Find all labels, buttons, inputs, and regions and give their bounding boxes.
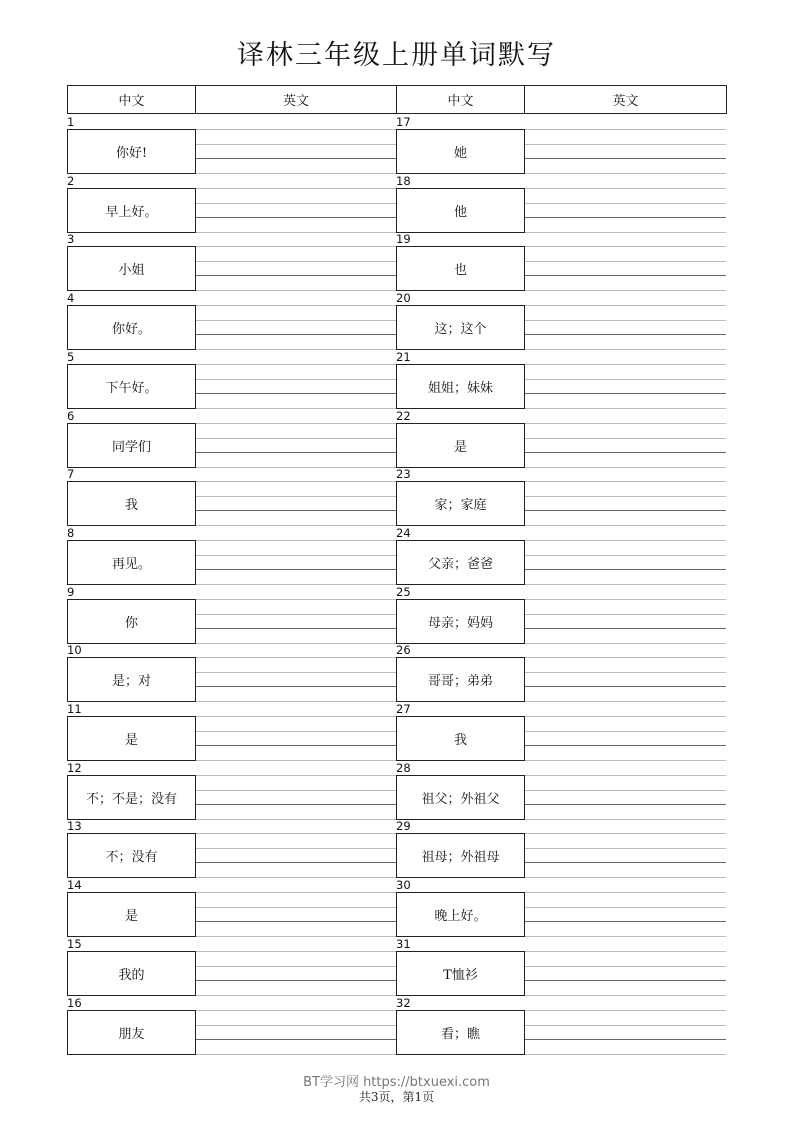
word-entry bbox=[67, 643, 396, 701]
chinese-word-box: 我的 bbox=[67, 951, 196, 996]
english-writing-lines[interactable] bbox=[525, 833, 726, 878]
word-entry bbox=[396, 174, 726, 232]
chinese-word-box: 哥哥；弟弟 bbox=[396, 657, 525, 702]
writing-line bbox=[196, 686, 396, 687]
header-english-left: 英文 bbox=[282, 94, 309, 109]
header-chinese-left: 中文 bbox=[68, 86, 196, 113]
english-writing-lines[interactable] bbox=[525, 599, 726, 644]
writing-line bbox=[196, 1025, 396, 1026]
entry-number: 7 bbox=[67, 467, 75, 482]
writing-line bbox=[525, 892, 726, 893]
chinese-word-box: 早上好。 bbox=[67, 188, 196, 233]
chinese-word-box: 我 bbox=[396, 716, 525, 761]
writing-line bbox=[525, 790, 726, 791]
footer-site: BT学习网 https://btxuexi.com bbox=[303, 1075, 490, 1090]
word-entry bbox=[396, 291, 726, 349]
word-entry bbox=[396, 819, 726, 877]
writing-line bbox=[525, 672, 726, 673]
writing-line bbox=[525, 966, 726, 967]
writing-line bbox=[525, 907, 726, 908]
english-writing-lines[interactable] bbox=[196, 775, 396, 820]
english-writing-lines[interactable] bbox=[196, 423, 396, 468]
chinese-word-box: 不；没有 bbox=[67, 833, 196, 878]
entry-number: 2 bbox=[67, 173, 75, 188]
word-entry bbox=[67, 996, 396, 1054]
writing-line bbox=[525, 599, 726, 600]
word-entry bbox=[396, 996, 726, 1054]
page-title: 译林三年级上册单词默写 bbox=[237, 40, 556, 71]
chinese-word-box: 祖父；外祖父 bbox=[396, 775, 525, 820]
entry-number: 32 bbox=[396, 995, 411, 1010]
writing-line bbox=[196, 804, 396, 805]
english-writing-lines[interactable] bbox=[525, 1010, 726, 1055]
chinese-word-box: 他 bbox=[396, 188, 525, 233]
writing-line bbox=[525, 320, 726, 321]
english-writing-lines[interactable] bbox=[196, 481, 396, 526]
writing-line bbox=[525, 1010, 726, 1011]
entry-number: 22 bbox=[396, 408, 411, 423]
word-entry bbox=[396, 467, 726, 525]
entry-number: 9 bbox=[67, 584, 75, 599]
chinese-word-box: 是 bbox=[396, 423, 525, 468]
word-entry bbox=[396, 526, 726, 584]
writing-line bbox=[196, 775, 396, 776]
chinese-word-box: 家；家庭 bbox=[396, 481, 525, 526]
entry-number: 24 bbox=[396, 525, 411, 540]
chinese-word-box: 你 bbox=[67, 599, 196, 644]
writing-line bbox=[196, 628, 396, 629]
english-writing-lines[interactable] bbox=[196, 892, 396, 937]
writing-line bbox=[525, 144, 726, 145]
header-left bbox=[67, 85, 397, 114]
writing-line bbox=[525, 393, 726, 394]
english-writing-lines[interactable] bbox=[525, 423, 726, 468]
entry-number: 23 bbox=[396, 467, 411, 482]
writing-line bbox=[525, 540, 726, 541]
english-writing-lines[interactable] bbox=[525, 188, 726, 233]
chinese-word-box: T恤衫 bbox=[396, 951, 525, 996]
word-entry bbox=[67, 409, 396, 467]
word-entry bbox=[67, 467, 396, 525]
writing-line bbox=[525, 158, 726, 159]
writing-line bbox=[525, 614, 726, 615]
chinese-word-box: 不；不是；没有 bbox=[67, 775, 196, 820]
english-writing-lines[interactable] bbox=[525, 775, 726, 820]
writing-line bbox=[525, 745, 726, 746]
entry-number: 25 bbox=[396, 584, 411, 599]
english-writing-lines[interactable] bbox=[525, 716, 726, 761]
word-entry bbox=[396, 409, 726, 467]
writing-line bbox=[525, 452, 726, 453]
writing-line bbox=[196, 438, 396, 439]
writing-line bbox=[525, 921, 726, 922]
chinese-word-box: 也 bbox=[396, 246, 525, 291]
writing-line bbox=[196, 481, 396, 482]
writing-line bbox=[196, 790, 396, 791]
writing-line bbox=[525, 731, 726, 732]
english-writing-lines[interactable] bbox=[525, 951, 726, 996]
word-entry bbox=[396, 350, 726, 408]
writing-line bbox=[196, 129, 396, 130]
chinese-word-box: 是 bbox=[67, 892, 196, 937]
entry-number: 8 bbox=[67, 525, 75, 540]
writing-line bbox=[525, 862, 726, 863]
writing-line bbox=[525, 980, 726, 981]
writing-line bbox=[196, 599, 396, 600]
writing-line bbox=[525, 510, 726, 511]
writing-line bbox=[525, 364, 726, 365]
chinese-word-box: 姐姐；妹妹 bbox=[396, 364, 525, 409]
word-entry bbox=[67, 937, 396, 995]
english-writing-lines[interactable] bbox=[196, 833, 396, 878]
word-entry bbox=[396, 232, 726, 290]
entry-number: 26 bbox=[396, 643, 411, 658]
writing-line bbox=[196, 203, 396, 204]
writing-line bbox=[196, 1010, 396, 1011]
header-right bbox=[396, 85, 727, 114]
english-writing-lines[interactable] bbox=[196, 1010, 396, 1055]
entry-number: 28 bbox=[396, 760, 411, 775]
writing-line bbox=[196, 275, 396, 276]
chinese-word-box: 祖母；外祖母 bbox=[396, 833, 525, 878]
footer-page: 共3页，第1页 bbox=[358, 1090, 435, 1104]
word-entry bbox=[67, 232, 396, 290]
writing-line bbox=[525, 496, 726, 497]
entry-number: 3 bbox=[67, 232, 75, 247]
writing-line bbox=[196, 144, 396, 145]
chinese-word-box: 小姐 bbox=[67, 246, 196, 291]
writing-line bbox=[196, 862, 396, 863]
english-writing-lines[interactable] bbox=[196, 540, 396, 585]
word-entry bbox=[67, 350, 396, 408]
entry-number: 17 bbox=[396, 115, 411, 129]
english-writing-lines[interactable] bbox=[196, 599, 396, 644]
chinese-word-box: 母亲；妈妈 bbox=[396, 599, 525, 644]
word-entry bbox=[396, 937, 726, 995]
writing-line bbox=[196, 217, 396, 218]
entry-number: 19 bbox=[396, 232, 411, 247]
writing-line bbox=[196, 614, 396, 615]
writing-line bbox=[196, 848, 396, 849]
writing-line bbox=[525, 1039, 726, 1040]
word-entry bbox=[67, 526, 396, 584]
header-english-right: 英文 bbox=[612, 94, 639, 109]
writing-line bbox=[196, 657, 396, 658]
writing-line bbox=[196, 334, 396, 335]
writing-line bbox=[525, 951, 726, 952]
entry-number: 5 bbox=[67, 349, 75, 364]
word-entry bbox=[396, 761, 726, 819]
entry-number: 14 bbox=[67, 878, 82, 893]
chinese-word-box: 同学们 bbox=[67, 423, 196, 468]
word-entry bbox=[67, 878, 396, 936]
chinese-word-box: 父亲；爸爸 bbox=[396, 540, 525, 585]
chinese-word-box: 这；这个 bbox=[396, 305, 525, 350]
word-entry bbox=[67, 291, 396, 349]
writing-line bbox=[196, 833, 396, 834]
writing-line bbox=[196, 921, 396, 922]
writing-line bbox=[196, 540, 396, 541]
english-writing-lines[interactable] bbox=[196, 246, 396, 291]
writing-line bbox=[525, 657, 726, 658]
writing-line bbox=[525, 217, 726, 218]
writing-line bbox=[525, 481, 726, 482]
chinese-word-box: 朋友 bbox=[67, 1010, 196, 1055]
english-writing-lines[interactable] bbox=[525, 246, 726, 291]
entry-number: 4 bbox=[67, 291, 75, 306]
writing-line bbox=[525, 203, 726, 204]
header-chinese-right: 中文 bbox=[397, 86, 525, 113]
writing-line bbox=[196, 188, 396, 189]
english-writing-lines[interactable] bbox=[525, 129, 726, 174]
writing-line bbox=[525, 188, 726, 189]
word-entry bbox=[67, 115, 396, 173]
word-entry bbox=[67, 702, 396, 760]
writing-line bbox=[525, 305, 726, 306]
word-entry bbox=[67, 174, 396, 232]
writing-line bbox=[525, 423, 726, 424]
writing-line bbox=[525, 379, 726, 380]
entry-number: 12 bbox=[67, 760, 82, 775]
writing-line bbox=[196, 716, 396, 717]
writing-line bbox=[196, 731, 396, 732]
writing-line bbox=[196, 1039, 396, 1040]
writing-line bbox=[525, 569, 726, 570]
chinese-word-box: 我 bbox=[67, 481, 196, 526]
entry-number: 1 bbox=[67, 115, 75, 129]
english-writing-lines[interactable] bbox=[196, 188, 396, 233]
word-entry bbox=[396, 643, 726, 701]
english-writing-lines[interactable] bbox=[196, 716, 396, 761]
english-writing-lines[interactable] bbox=[525, 481, 726, 526]
writing-line bbox=[196, 158, 396, 159]
word-entry bbox=[396, 702, 726, 760]
writing-line bbox=[525, 848, 726, 849]
entry-number: 30 bbox=[396, 878, 411, 893]
writing-line bbox=[196, 555, 396, 556]
chinese-word-box: 下午好。 bbox=[67, 364, 196, 409]
entry-number: 16 bbox=[67, 995, 82, 1010]
writing-line bbox=[196, 966, 396, 967]
writing-line bbox=[196, 496, 396, 497]
english-writing-lines[interactable] bbox=[525, 305, 726, 350]
entry-number: 27 bbox=[396, 702, 411, 716]
writing-line bbox=[525, 261, 726, 262]
writing-line bbox=[196, 261, 396, 262]
entry-number: 15 bbox=[67, 936, 82, 951]
writing-line bbox=[525, 438, 726, 439]
writing-line bbox=[525, 628, 726, 629]
word-entry bbox=[67, 761, 396, 819]
english-writing-lines[interactable] bbox=[196, 364, 396, 409]
writing-line bbox=[525, 1054, 726, 1055]
writing-line bbox=[196, 951, 396, 952]
english-writing-lines[interactable] bbox=[196, 129, 396, 174]
writing-line bbox=[196, 320, 396, 321]
writing-line bbox=[525, 555, 726, 556]
entry-number: 21 bbox=[396, 349, 411, 364]
entry-number: 20 bbox=[396, 291, 411, 306]
writing-line bbox=[196, 364, 396, 365]
writing-line bbox=[525, 775, 726, 776]
chinese-word-box: 再见。 bbox=[67, 540, 196, 585]
entry-number: 29 bbox=[396, 819, 411, 834]
writing-line bbox=[196, 980, 396, 981]
entry-number: 10 bbox=[67, 643, 82, 658]
english-writing-lines[interactable] bbox=[196, 305, 396, 350]
writing-line bbox=[196, 1054, 396, 1055]
writing-line bbox=[196, 393, 396, 394]
entry-number: 31 bbox=[396, 936, 411, 951]
word-entry bbox=[67, 819, 396, 877]
chinese-word-box: 她 bbox=[396, 129, 525, 174]
entry-number: 6 bbox=[67, 408, 75, 423]
chinese-word-box: 是；对 bbox=[67, 657, 196, 702]
writing-line bbox=[196, 672, 396, 673]
chinese-word-box: 你好。 bbox=[67, 305, 196, 350]
chinese-word-box: 晚上好。 bbox=[396, 892, 525, 937]
writing-line bbox=[196, 745, 396, 746]
word-entry bbox=[67, 585, 396, 643]
chinese-word-box: 你好! bbox=[67, 129, 196, 174]
word-entry bbox=[396, 585, 726, 643]
writing-line bbox=[525, 1025, 726, 1026]
entry-number: 18 bbox=[396, 173, 411, 188]
chinese-word-box: 看；瞧 bbox=[396, 1010, 525, 1055]
english-writing-lines[interactable] bbox=[525, 657, 726, 702]
writing-line bbox=[525, 686, 726, 687]
word-entry bbox=[396, 115, 726, 173]
english-writing-lines[interactable] bbox=[196, 951, 396, 996]
writing-line bbox=[196, 423, 396, 424]
english-writing-lines[interactable] bbox=[196, 657, 396, 702]
writing-line bbox=[196, 246, 396, 247]
word-entry bbox=[396, 878, 726, 936]
chinese-word-box: 是 bbox=[67, 716, 196, 761]
writing-line bbox=[525, 334, 726, 335]
writing-line bbox=[196, 305, 396, 306]
english-writing-lines[interactable] bbox=[525, 892, 726, 937]
writing-line bbox=[525, 246, 726, 247]
writing-line bbox=[196, 379, 396, 380]
english-writing-lines[interactable] bbox=[525, 364, 726, 409]
writing-line bbox=[196, 569, 396, 570]
writing-line bbox=[196, 510, 396, 511]
writing-line bbox=[196, 452, 396, 453]
writing-line bbox=[196, 907, 396, 908]
writing-line bbox=[525, 833, 726, 834]
entry-number: 11 bbox=[67, 702, 82, 716]
english-writing-lines[interactable] bbox=[525, 540, 726, 585]
writing-line bbox=[525, 716, 726, 717]
writing-line bbox=[525, 129, 726, 130]
writing-line bbox=[525, 275, 726, 276]
writing-line bbox=[525, 804, 726, 805]
entry-number: 13 bbox=[67, 819, 82, 834]
writing-line bbox=[196, 892, 396, 893]
